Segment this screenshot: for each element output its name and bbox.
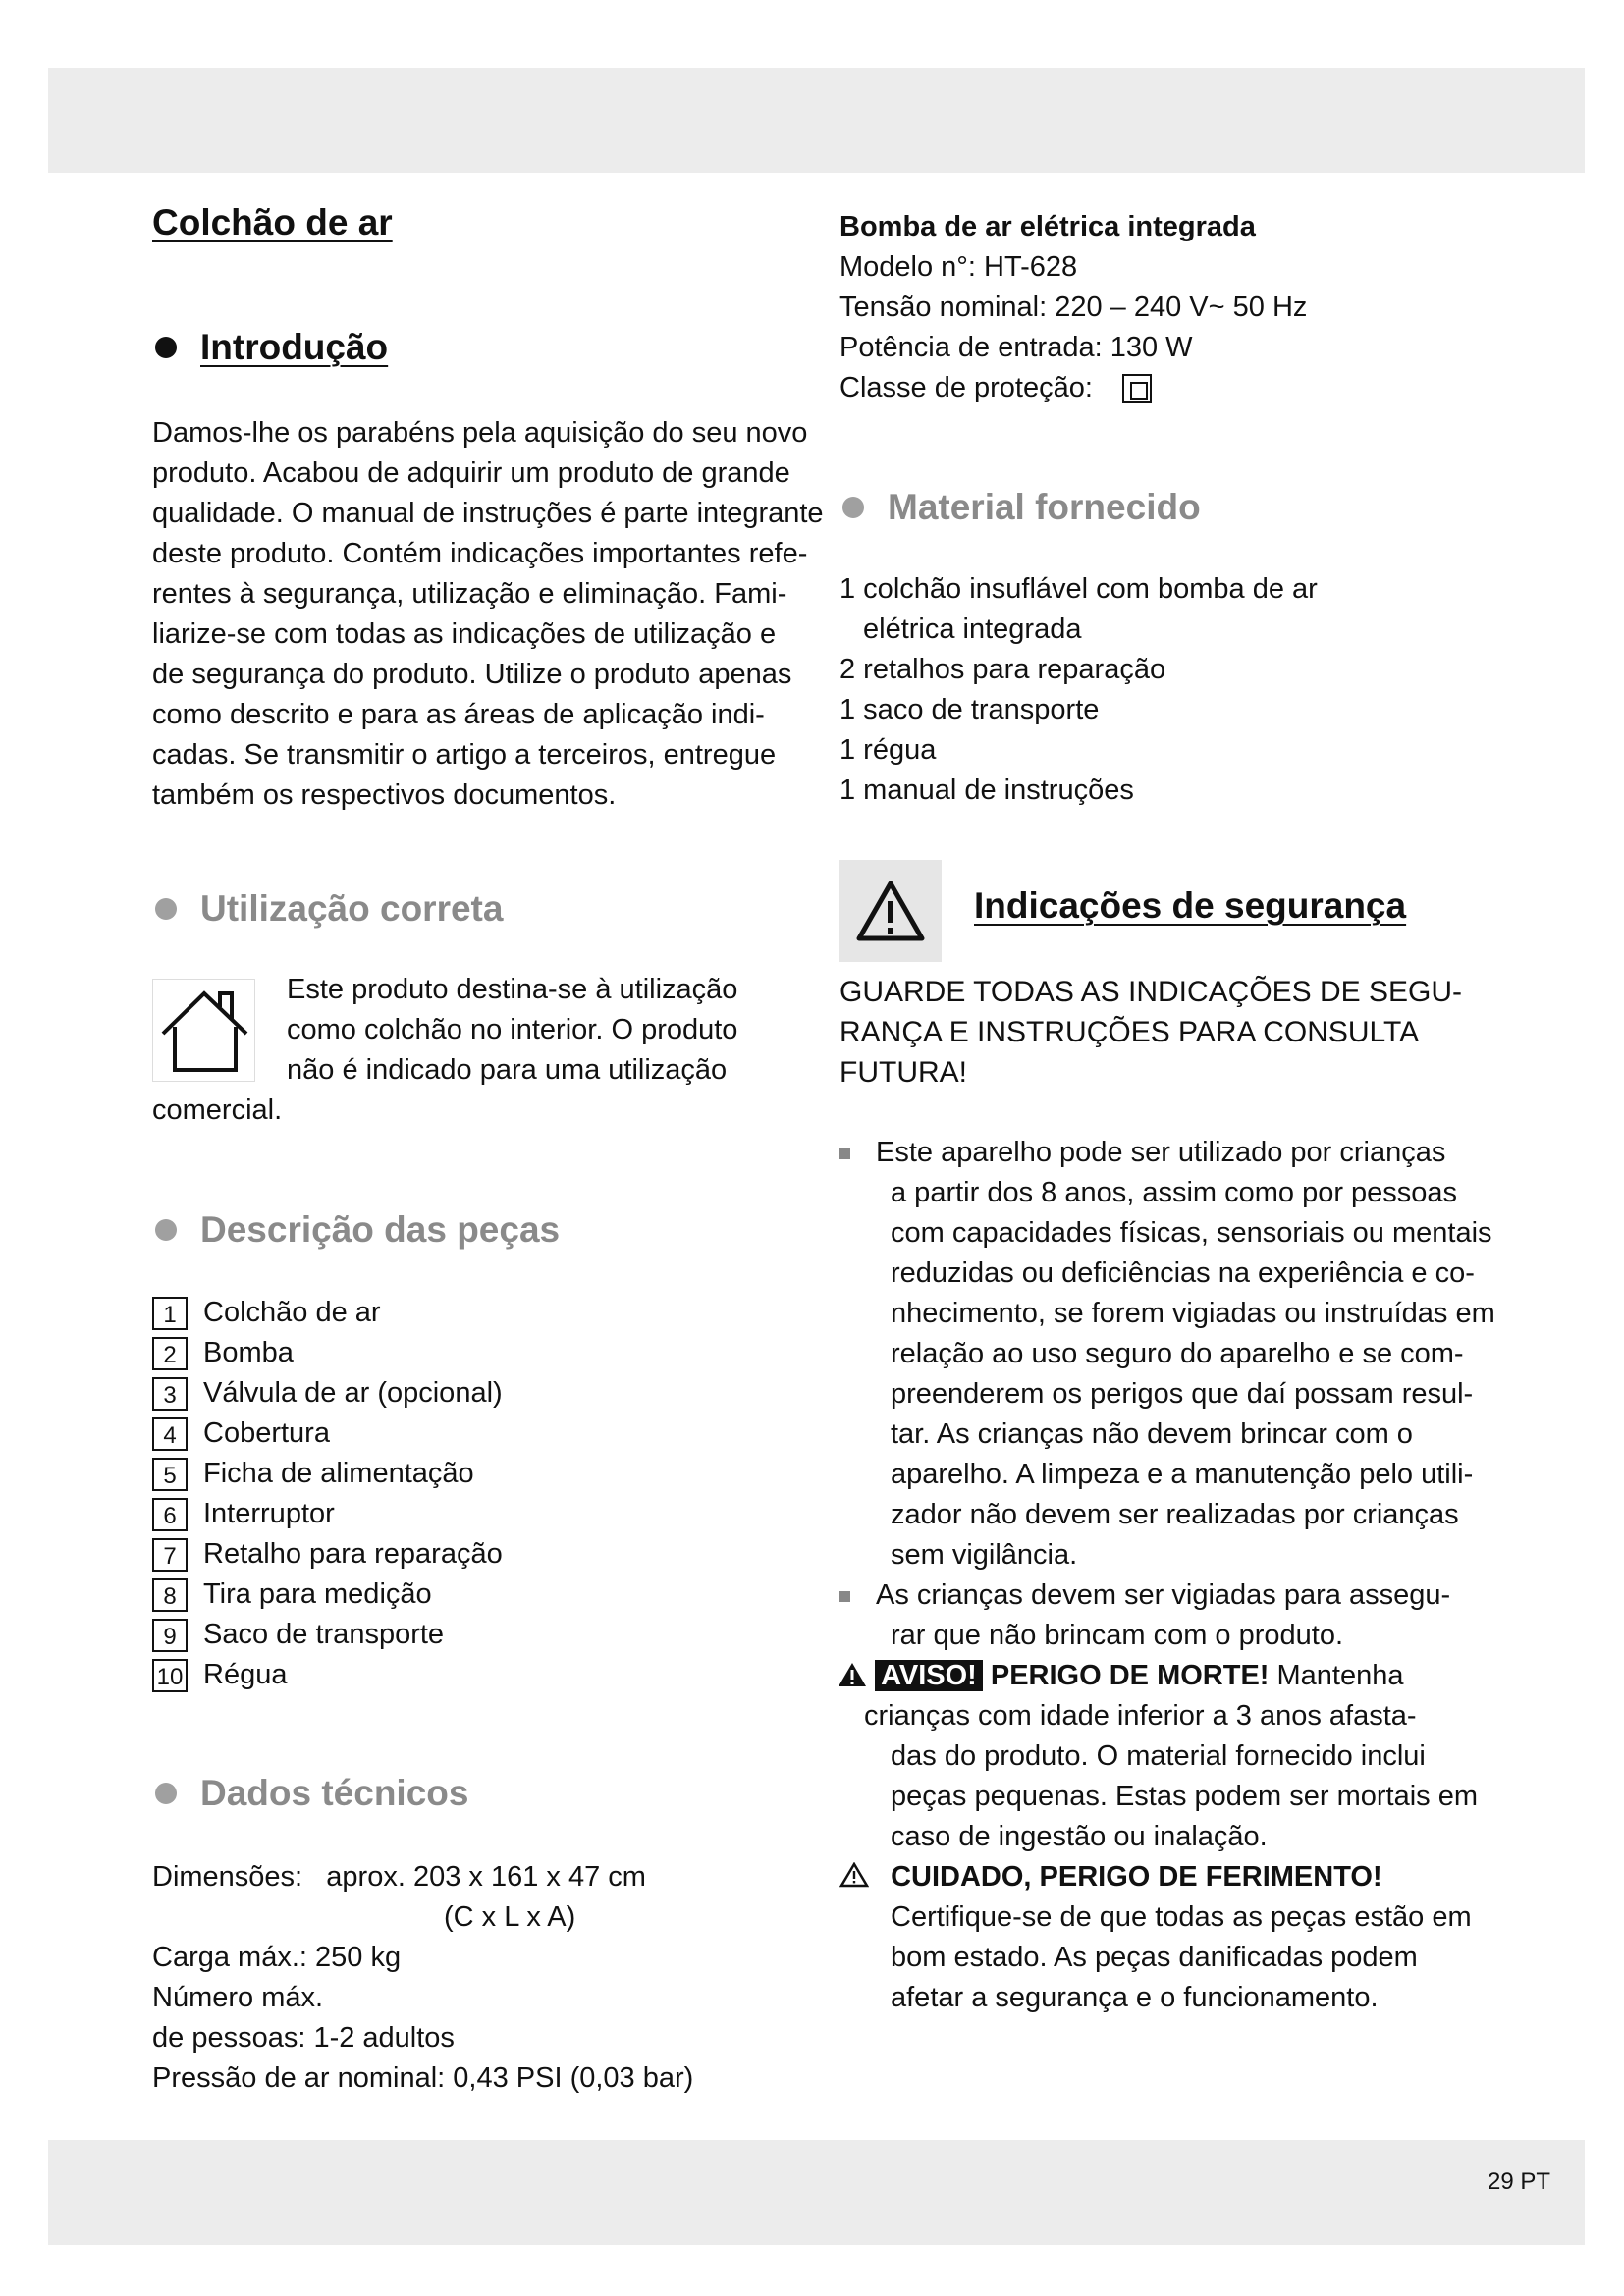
text-line: produto. Acabou de adquirir um produto de grande	[152, 457, 790, 489]
warning-icon	[839, 860, 942, 962]
text-line: peças pequenas. Estas podem ser mortais em	[891, 1781, 1479, 1812]
part-number: 6	[152, 1498, 188, 1531]
text-line: comercial.	[152, 1095, 283, 1126]
text-line: não é indicado para uma utilização	[287, 1054, 728, 1086]
pump-title: Bomba de ar elétrica integrada	[839, 211, 1256, 242]
list-item	[152, 1575, 503, 1615]
text-line: reduzidas ou deficiências na experiência e co-	[891, 1257, 1475, 1289]
list-item	[152, 1494, 503, 1534]
text-line: aparelho. A limpeza e a manutenção pelo utili-	[891, 1459, 1474, 1490]
text-line: rar que não brincam com o produto.	[891, 1620, 1344, 1651]
text-line: GUARDE TODAS AS INDICAÇÕES DE SEGU-	[839, 976, 1463, 1008]
section-heading-label: Material fornecido	[888, 487, 1201, 527]
part-label: Interruptor	[203, 1498, 335, 1529]
aviso-bold: PERIGO DE MORTE!	[990, 1660, 1270, 1691]
text-line: liarize-se com todas as indicações de utilização e	[152, 618, 777, 650]
text-line: Mantenha	[1276, 1660, 1404, 1691]
header-band	[48, 68, 1585, 173]
aviso-tag: AVISO!	[875, 1660, 983, 1691]
text-line: 1 régua	[839, 734, 937, 766]
part-number: 1	[152, 1297, 188, 1330]
square-bullet-icon	[839, 1148, 850, 1159]
square-bullet-icon	[839, 1591, 850, 1602]
document-title: Colchão de ar	[152, 202, 393, 242]
dimensions-label: Dimensões:	[152, 1861, 303, 1893]
text-line: FUTURA!	[839, 1056, 967, 1089]
section-parts-heading	[155, 1209, 560, 1251]
pump-voltage: Tensão nominal: 220 – 240 V~ 50 Hz	[839, 292, 1308, 323]
parts-list	[152, 1293, 503, 1695]
list-item	[152, 1373, 503, 1414]
bullet-icon	[842, 497, 864, 518]
part-number: 10	[152, 1659, 188, 1692]
list-item	[152, 1333, 503, 1373]
part-label: Colchão de ar	[203, 1297, 381, 1328]
safety-keep-notice	[839, 972, 1462, 1093]
part-label: Ficha de alimentação	[203, 1458, 474, 1489]
text-line: Este produto destina-se à utilização	[287, 974, 738, 1005]
text-line: RANÇA E INSTRUÇÕES PARA CONSULTA	[839, 1016, 1420, 1048]
dimensions-value: aprox. 203 x 161 x 47 cm	[326, 1861, 646, 1893]
warning-small-icon	[838, 1660, 867, 1691]
text-line: a partir dos 8 anos, assim como por pessoas	[891, 1177, 1458, 1208]
section-supplied-heading	[842, 487, 1201, 528]
part-number: 7	[152, 1538, 188, 1572]
text-line: rentes à segurança, utilização e eliminação. Fami-	[152, 578, 787, 610]
text-line: 1 saco de transporte	[839, 694, 1100, 725]
part-label: Saco de transporte	[203, 1619, 445, 1650]
text-line: com capacidades físicas, sensoriais ou mentais	[891, 1217, 1492, 1249]
text-line: Damos-lhe os parabéns pela aquisição do seu novo	[152, 417, 808, 449]
section-heading-label: Utilização correta	[200, 888, 504, 929]
pressure: Pressão de ar nominal: 0,43 PSI (0,03 bar)	[152, 2062, 694, 2094]
part-number: 9	[152, 1619, 188, 1652]
part-number: 8	[152, 1578, 188, 1612]
bullet-icon	[155, 898, 177, 920]
text-line: sem vigilância.	[891, 1539, 1078, 1571]
section-safety-heading: Indicações de segurança	[974, 885, 1407, 926]
text-line: tar. As crianças não devem brincar com o	[891, 1418, 1413, 1450]
bullet-icon	[155, 1783, 177, 1804]
part-label: Régua	[203, 1659, 288, 1690]
text-line: bom estado. As peças danificadas podem	[891, 1942, 1418, 1973]
text-line: elétrica integrada	[863, 614, 1082, 645]
text-line: como descrito e para as áreas de aplicação indi-	[152, 699, 765, 730]
max-number: Número máx.	[152, 1982, 324, 2013]
text-line: de segurança do produto. Utilize o produto apenas	[152, 659, 792, 690]
max-load: Carga máx.: 250 kg	[152, 1942, 402, 1973]
list-item	[152, 1615, 503, 1655]
part-number: 5	[152, 1458, 188, 1491]
text-line: qualidade. O manual de instruções é parte integrante	[152, 498, 824, 529]
supplied-list	[839, 569, 1318, 811]
safety-bullet-1	[839, 1133, 1495, 2018]
dimensions-row	[152, 1857, 693, 1897]
text-line: 1 manual de instruções	[839, 774, 1134, 806]
pump-protection-row	[839, 368, 1307, 408]
list-item	[152, 1414, 503, 1454]
list-item	[152, 1454, 503, 1494]
list-item	[152, 1534, 503, 1575]
footer-band	[48, 2140, 1585, 2245]
text-line: 2 retalhos para reparação	[839, 654, 1166, 685]
usage-text	[287, 970, 737, 1091]
part-label: Cobertura	[203, 1417, 330, 1449]
text-line: afetar a segurança e o funcionamento.	[891, 1982, 1379, 2013]
dimensions-axes: (C x L x A)	[444, 1901, 576, 1933]
part-label: Válvula de ar (opcional)	[203, 1377, 503, 1409]
section-heading-label: Descrição das peças	[200, 1209, 561, 1250]
part-number: 3	[152, 1377, 188, 1411]
text-line: caso de ingestão ou inalação.	[891, 1821, 1268, 1852]
text-line: também os respectivos documentos.	[152, 779, 617, 811]
text-line: Certifique-se de que todas as peças estão em	[891, 1901, 1472, 1933]
section-usage-heading	[155, 888, 503, 930]
part-label: Bomba	[203, 1337, 294, 1368]
list-item	[152, 1655, 503, 1695]
section-heading-label: Introdução	[200, 327, 389, 367]
section-heading-label: Dados técnicos	[200, 1773, 469, 1813]
section-tech-heading	[155, 1773, 468, 1814]
caution-icon	[839, 1861, 869, 1893]
text-line: como colchão no interior. O produto	[287, 1014, 738, 1045]
list-item	[152, 1293, 503, 1333]
text-line: deste produto. Contém indicações importantes refe-	[152, 538, 808, 569]
caution-bold: CUIDADO, PERIGO DE FERIMENTO!	[891, 1861, 1382, 1893]
text-line: zador não devem ser realizadas por crianças	[891, 1499, 1459, 1530]
part-label: Tira para medição	[203, 1578, 432, 1610]
part-number: 2	[152, 1337, 188, 1370]
part-label: Retalho para reparação	[203, 1538, 503, 1570]
pump-protection: Classe de proteção:	[839, 372, 1093, 403]
bullet-icon	[155, 1219, 177, 1241]
part-number: 4	[152, 1417, 188, 1451]
usage-text-tail	[152, 1091, 282, 1131]
text-line: As crianças devem ser vigiadas para assegu-	[876, 1579, 1451, 1611]
text-line: Este aparelho pode ser utilizado por crianças	[876, 1137, 1446, 1168]
pump-power: Potência de entrada: 130 W	[839, 332, 1193, 363]
page-number: 29 PT	[1487, 2168, 1550, 2195]
text-line: cadas. Se transmitir o artigo a terceiros, entregue	[152, 739, 777, 771]
text-line: das do produto. O material fornecido inclui	[891, 1740, 1426, 1772]
section-introduction-heading	[155, 327, 388, 368]
text-line: crianças com idade inferior a 3 anos afasta-	[864, 1700, 1417, 1732]
text-line: preenderem os perigos que daí possam resul-	[891, 1378, 1474, 1410]
persons: de pessoas: 1-2 adultos	[152, 2022, 455, 2054]
pump-model: Modelo n°: HT-628	[839, 251, 1078, 283]
bullet-icon	[155, 337, 177, 358]
protection-class-icon	[1122, 374, 1152, 403]
text-line: 1 colchão insuflável com bomba de ar	[839, 573, 1318, 605]
intro-paragraph	[152, 413, 824, 816]
text-line: nhecimento, se forem vigiadas ou instruídas em	[891, 1298, 1495, 1329]
text-line: relação ao uso seguro do aparelho e se com-	[891, 1338, 1464, 1369]
pump-specs	[839, 207, 1307, 408]
house-icon	[152, 979, 255, 1082]
tech-data	[152, 1857, 693, 2099]
